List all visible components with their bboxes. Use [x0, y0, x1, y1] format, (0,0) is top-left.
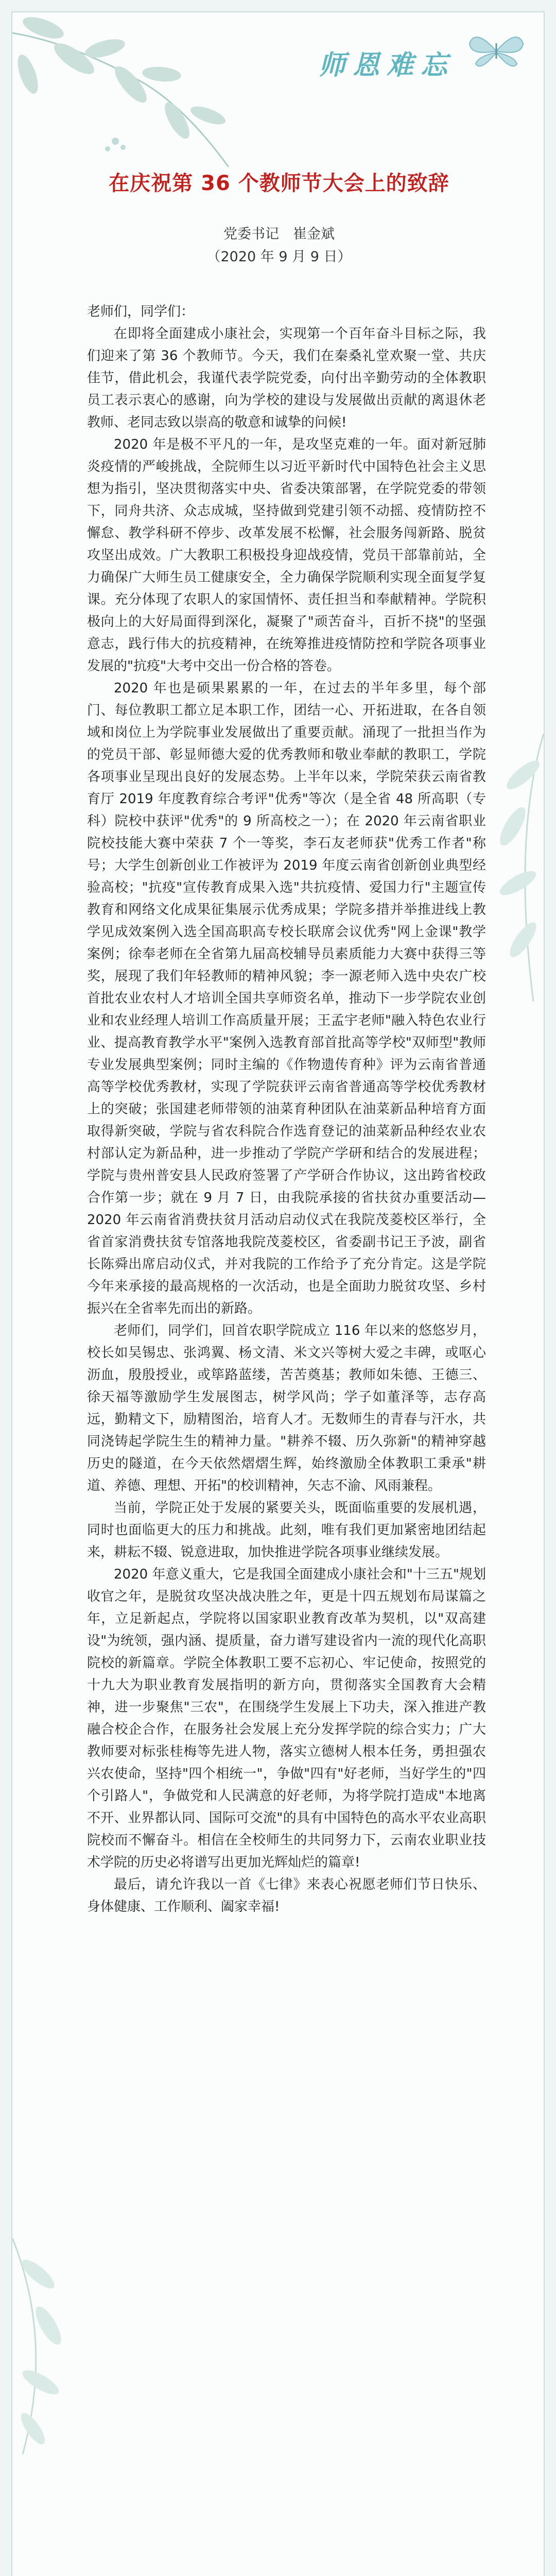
speech-date: （2020 年 9 月 9 日）: [206, 249, 352, 265]
banner-title: 师恩难忘: [319, 49, 455, 81]
paragraph: 在即将全面建成小康社会，实现第一个百年奋斗目标之际，我们迎来了第 36 个教师节。今天，我们在秦桑礼堂欢聚一堂、共庆佳节，借此机会，我谨代表学院党委，向付出辛勤劳动的全体教职员工表示衷心的感谢，向为学校的建设与发展做出贡献的离退休老教师、老同志致以崇高的敬意和诚挚的问候!: [87, 326, 486, 430]
paragraph: 最后，请允许我以一首《七律》来表心祝愿老师们节日快乐、身体健康、工作顺利、阖家幸福!: [87, 1877, 486, 1914]
speech-title: 在庆祝第 36 个教师节大会上的致辞: [109, 172, 449, 195]
greeting: 老师们，同学们：: [87, 304, 195, 319]
paragraph: 2020 年也是硕果累累的一年，在过去的半年多里，每个部门、每位教职工都立足本职工作，团结一心、开拓进取，在各自领域和岗位上为学院事业发展做出了重要贡献。涌现了一批担当作为的党员干部、彰显师德大爱的优秀教师和敬业奉献的教职工，学院各项事业呈现出良好的发展态势。上半年以来，学院荣获云南省教育厅 2019 年度教育综合考评"优秀"等次（是全省 48 所高职（专科）院校中获评"优秀"的 9 所高校之一）；在 2020 年云南省职业院校技能大赛中荣获 7 个一等奖，李石友老师获"优秀工作者"称号；大学生创新创业工作被评为 2019 年度云南省创新创业典型经验高校；"抗疫"宣传教育成果入选"共抗疫情、爱国力行"主题宣传教育和网络文化成果征集展示优秀成果；学院多措并举推进线上教学见成效案例入选全国高职高专校长联席会议优秀"网上金课"教学案例；徐奉老师在全省第九届高校辅导员素质能力大赛中获得三等奖，展现了我们年轻教师的精神风貌；李一源老师入选中央农广校首批农业农村人才培训全国共享师资名单，推动下一步学院农业创业和农业经理人培训工作高质量开展；王孟宇老师"融入特色农业行业、提高教育教学水平"案例入选教育部首批高等学校"双师型"教师专业发展典型案例；同时主编的《作物遗传育种》评为云南省普通高等学校优秀教材，实现了学院获评云南省普通高等学校优秀教材上的突破；张国建老师带领的油菜育种团队在油菜新品种培育方面取得新突破，学院与省农科院合作选育登记的油菜新品种经农业农村部认定为新品种，进一步推动了学院产学研和结合的发展进程；学院与贵州普安县人民政府签署了产学研合作协议，这出跨省校政合作第一步；就在 9 月 7 日，由我院承接的省扶贫办重要活动—2020 年云南省消费扶贫月活动启动仪式在我院茂菱校区举行，全省首家消费扶贫专馆落地我院茂菱校区，省委副书记王予波，副省长陈舜出席启动仪式，并对我院的工作给予了充分肯定。这是学院今年来承接的最高规格的一次活动，也是全面助力脱贫攻坚、乡村振兴在全省率先而出的新路。: [87, 681, 486, 1316]
speech-author: 党委书记 崔金斌: [223, 226, 335, 242]
leaf-branch-icon: [12, 2238, 115, 2454]
document-page: [11, 11, 545, 2576]
paragraph: 2020 年意义重大，它是我国全面建成小康社会和"十三五"规划收官之年，是脱贫攻坚决战决胜之年，更是十四五规划布局谋篇之年，立足新起点，学院将以国家职业教育改革为契机，以"双高建设"为统领，强内涵、提质量，奋力谱写建设省内一流的现代化高职院校的新篇章。学院全体教职工要不忘初心、牢记使命，按照党的十九大为职业教育发展指明的新方向，贯彻落实全国教育大会精神，进一步聚焦"三农"，在围绕学生发展上下功夫，深入推进产教融合校企合作，在服务社会发展上充分发挥学院的综合实力；广大教师要对标张桂梅等先进人物，落实立德树人根本任务，勇担强农兴农使命，坚持"四个相统一"，争做"四有"好老师，当好学生的"四个引路人"，争做党和人民满意的好老师，为将学院打造成"本地离不开、业界都认同、国际可交流"的具有中国特色的高水平农业高职院校而不懈奋斗。相信在全校师生的共同努力下，云南农业职业技术学院的历史必将谱写出更加光辉灿烂的篇章!: [87, 1567, 486, 1870]
leaf-branch-icon: [12, 12, 280, 188]
speech-body: [87, 301, 486, 1918]
butterfly-icon: [465, 28, 527, 74]
paragraph: 老师们，同学们，回首农职学院成立 116 年以来的悠悠岁月，校长如吴锡忠、张鸿翼、杨文清、米文兴等树大爱之丰碑，或呕心沥血，殷殷授业，或筚路蓝缕，苦苦奠基；教师如朱德、王德三、徐天福等激励学生发展图志，树学风尚；学子如董泽等，志存高远，勤精文下，励精图治，培育人才。无数师生的青春与汗水，共同浇铸起学院生生的精神力量。"耕养不辍、历久弥新"的精神穿越历史的隧道，在今天依然熠熠生辉，始终激励全体教职工秉承"耕道、养德、理想、开拓"的校训精神，矢志不渝、风雨兼程。: [87, 1323, 486, 1494]
paragraph: 2020 年是极不平凡的一年，是攻坚克难的一年。面对新冠肺炎疫情的严峻挑战，全院师生以习近平新时代中国特色社会主义思想为指引，坚决贯彻落实中央、省委决策部署，在学院党委的带领下，同舟共济、众志成城，坚持做到党建引领不动摇、疫情防控不懈怠、教学科研不停步、改革发展不松懈，社会服务闯新路、脱贫攻坚出成效。广大教职工积极投身迎战疫情，党员干部靠前站，全力确保广大师生员工健康安全，全力确保学院顺利实现全面复学复课。充分体现了农职人的家国情怀、责任担当和奉献精神。学院积极向上的大好局面得到深化，凝聚了"顽苦奋斗，百折不挠"的坚强意志，践行伟大的抗疫精神，在统筹推进疫情防控和学院各项事业发展的"抗疫"大考中交出一份合格的答卷。: [87, 437, 486, 674]
paragraph: 当前，学院正处于发展的紧要关头，既面临重要的发展机遇，同时也面临更大的压力和挑战。此刻，唯有我们更加紧密地团结起来，耕耘不辍、锐意进取，加快推进学院各项事业继续发展。: [87, 1500, 486, 1560]
